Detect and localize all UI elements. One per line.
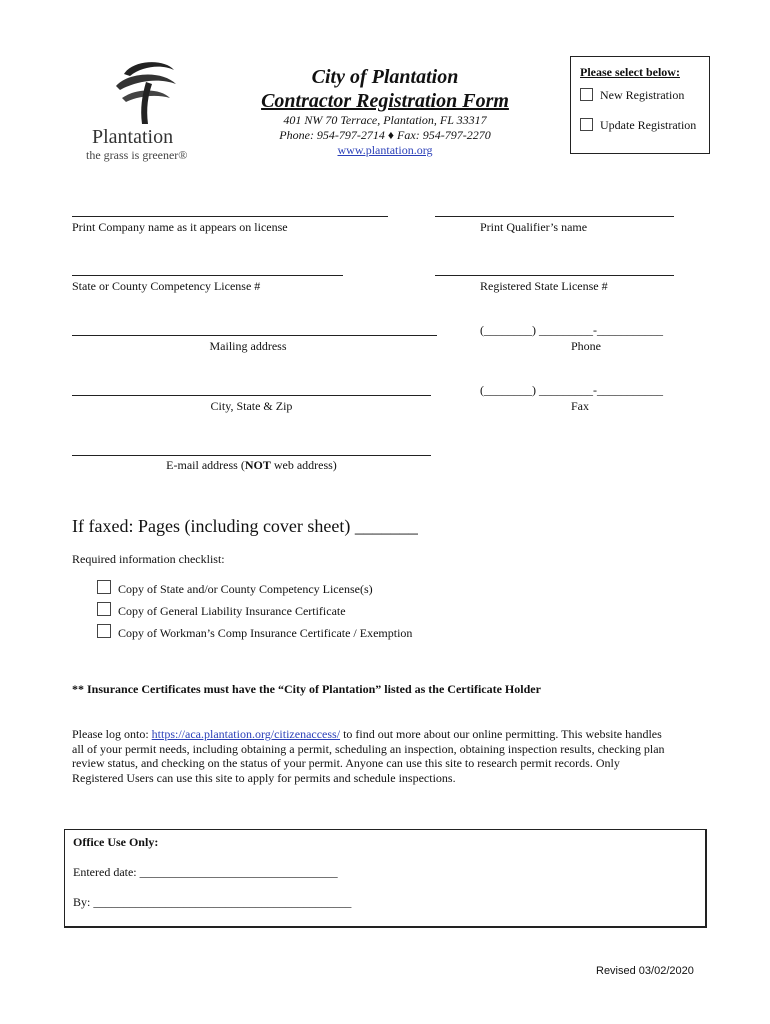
office-use-title: Office Use Only: bbox=[73, 835, 159, 849]
online-prefix: Please log onto: bbox=[72, 727, 152, 741]
logo-tagline: the grass is greener® bbox=[86, 148, 188, 162]
checklist-checkbox[interactable] bbox=[97, 602, 111, 616]
checklist-checkbox[interactable] bbox=[97, 580, 111, 594]
header-address: 401 NW 70 Terrace, Plantation, FL 33317 bbox=[283, 113, 487, 127]
checklist-checkbox[interactable] bbox=[97, 624, 111, 638]
office-use-box bbox=[64, 829, 707, 928]
checklist-item-label: Copy of Workman’s Comp Insurance Certificate / Exemption bbox=[118, 626, 413, 640]
select-box-title: Please select below: bbox=[580, 65, 680, 79]
online-line-1-suffix: to find out more about our online permitting. This website handles bbox=[340, 727, 662, 741]
title-line-2: Contractor Registration Form bbox=[261, 90, 509, 112]
online-line-3: review status, and checking on the status of your permit. Anyone can use this site to research permit records. Only bbox=[72, 756, 620, 770]
entered-date-field[interactable]: Entered date: _________________________________ bbox=[73, 865, 338, 879]
checklist-item[interactable] bbox=[97, 624, 412, 641]
checklist-item-label: Copy of General Liability Insurance Certificate bbox=[118, 604, 346, 618]
online-line-1 bbox=[72, 727, 712, 742]
phone-label: Phone bbox=[571, 339, 601, 353]
header-website bbox=[240, 143, 530, 158]
email-label-not: NOT bbox=[244, 458, 271, 472]
update-registration-checkbox[interactable] bbox=[580, 118, 593, 131]
phone-blank[interactable]: (________) _________-___________ bbox=[480, 323, 663, 337]
company-name-line[interactable] bbox=[72, 216, 388, 217]
plantation-logo bbox=[82, 56, 212, 166]
checklist-item-label: Copy of State and/or County Competency License(s) bbox=[118, 582, 373, 596]
state-license-line[interactable] bbox=[435, 275, 674, 276]
mailing-address-line[interactable] bbox=[72, 335, 437, 336]
email-line[interactable] bbox=[72, 455, 431, 456]
citizen-access-link[interactable]: https://aca.plantation.org/citizenaccess/ bbox=[151, 727, 341, 741]
online-line-4: Registered Users can use this site to apply for permits and schedule inspections. bbox=[72, 770, 456, 785]
email-label-prefix: E-mail address ( bbox=[166, 458, 245, 472]
checklist-item[interactable] bbox=[97, 580, 373, 597]
company-name-label: Print Company name as it appears on license bbox=[72, 220, 288, 234]
qualifier-name-label: Print Qualifier’s name bbox=[480, 220, 588, 234]
state-license-label: Registered State License # bbox=[480, 279, 608, 293]
checklist-title: Required information checklist: bbox=[72, 552, 225, 566]
new-registration-option[interactable] bbox=[580, 88, 684, 103]
email-label-suffix: web address) bbox=[270, 458, 337, 472]
form-title bbox=[240, 66, 530, 113]
new-registration-checkbox[interactable] bbox=[580, 88, 593, 101]
by-field[interactable]: By: ___________________________________________ bbox=[73, 895, 352, 909]
registration-type-box bbox=[570, 56, 710, 154]
insurance-note: ** Insurance Certificates must have the “City of Plantation” listed as the Certificate Holder bbox=[72, 682, 541, 696]
competency-license-line[interactable] bbox=[72, 275, 343, 276]
new-registration-label: New Registration bbox=[600, 88, 685, 102]
tree-logo-icon bbox=[102, 56, 182, 126]
email-label bbox=[72, 458, 431, 473]
mailing-address-label: Mailing address bbox=[209, 339, 287, 353]
checklist-item[interactable] bbox=[97, 602, 346, 619]
title-line-1: City of Plantation bbox=[311, 66, 459, 88]
online-line-2: all of your permit needs, including obtaining a permit, scheduling an inspection, obtaining inspection results, checking plan bbox=[72, 741, 665, 756]
fax-pages-line[interactable]: If faxed: Pages (including cover sheet) _______ bbox=[72, 516, 418, 536]
fax-blank[interactable]: (________) _________-___________ bbox=[480, 383, 663, 397]
city-state-zip-line[interactable] bbox=[72, 395, 431, 396]
update-registration-label: Update Registration bbox=[600, 118, 697, 132]
city-state-zip-label: City, State & Zip bbox=[210, 399, 293, 413]
header-phone-fax: Phone: 954-797-2714 ♦ Fax: 954-797-2270 bbox=[279, 128, 491, 142]
online-permitting-paragraph bbox=[72, 727, 712, 785]
logo-name: Plantation bbox=[92, 126, 174, 148]
competency-license-label: State or County Competency License # bbox=[72, 279, 261, 293]
update-registration-option[interactable] bbox=[580, 118, 696, 133]
revised-date: Revised 03/02/2020 bbox=[596, 965, 694, 977]
website-link[interactable]: www.plantation.org bbox=[337, 143, 433, 157]
fax-label: Fax bbox=[571, 399, 589, 413]
qualifier-name-line[interactable] bbox=[435, 216, 674, 217]
